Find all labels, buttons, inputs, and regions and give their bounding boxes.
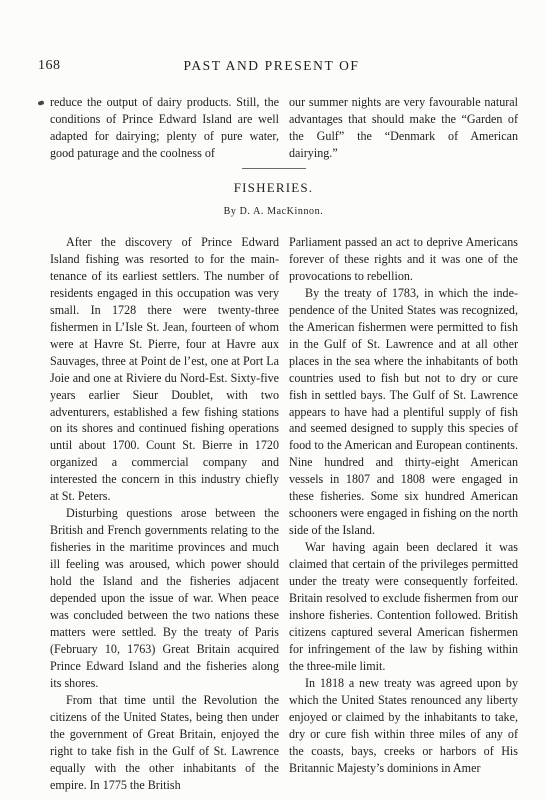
running-head: PAST AND PRESENT OF bbox=[183, 58, 360, 73]
paragraph: By the treaty of 1783, in which the independence of the United States was recognized, the American fishermen were permitted to fish in the Gulf of St. Lawrence and at all other places in the sea where the inhabitants of both countries used to fish but not to dry or cure fish in settled bays. The Gulf of St. Lawrence appears to have had a plentiful supply of fish and seemed designed to supply this species of food to the American and European continents. Nine hundred and thirty-eight American vessels in 1807 and 1808 were engaged in these fisheries. Some six hundred American schooners were engaged in fishing on the north side of the Island. bbox=[289, 285, 518, 538]
article-right-column bbox=[289, 234, 518, 777]
continuation-left-column bbox=[50, 94, 279, 162]
section-title: FISHERIES. bbox=[233, 180, 314, 195]
paragraph: From that time until the Revolution the citizens of the United States, being then under the government of Great Britain, enjoyed the right to take fish in the Gulf of St. Lawrence equally with the other inhabitants of the empire. In 1775 the British bbox=[50, 692, 279, 792]
section-divider bbox=[242, 168, 306, 169]
continuation-paragraph-right: our summer nights are very favourable natural advantages that should make the “Garden of the Gulf” the “Denmark of American dairying.” bbox=[289, 95, 518, 160]
margin-ink-mark bbox=[38, 100, 45, 105]
paragraph: Disturbing questions arose between the British and French governments relating to the fisheries in the maritime provinces and much ill feeling was aroused, which power should hold the Island and the fisheries adjacent depended upon the issue of war. When peace was concluded between the two nations these matters were settled. By the treaty of Paris (February 10, 1763) Great Britain acquired Prince Edward Island and the fisheries along its shores. bbox=[50, 506, 279, 690]
paragraph: War having again been declared it was claimed that certain of the privileges permitted under the treaty were consequently forfeited. Britain resolved to exclude fishermen from our inshore fisheries. Contention followed. British citizens captured several American fishermen for infringement of the law by fishing within the three-mile limit. bbox=[289, 540, 518, 673]
paragraph: In 1818 a new treaty was agreed upon by which the United States renounced any liberty enjoyed or claimed by the inhabitants to take, dry or cure fish within three miles of any of the coasts, bays, creeks or harbors of His Britannic Majesty’s dominions in Amer bbox=[289, 675, 518, 775]
page-header bbox=[38, 58, 505, 74]
article-left-column bbox=[50, 234, 279, 793]
page-number: 168 bbox=[38, 58, 61, 73]
continuation-right-column bbox=[289, 94, 518, 162]
paragraph: After the discovery of Prince Edward Island fishing was resorted to for the maintenance of its earliest settlers. The number of residents engaged in this occupation was very small. In 1728 there were twenty-three fishermen in L’Isle St. Jean, fourteen of whom were at Havre St. Pierre, four at Havre aux Sauvages, three at Point de l’est, one at Port La Joie and one at Riviere du Nord-Est. Sixty-five years earlier Sieur Doublet, with two adventurers, established a few fishing stations on its shores and continued fishing operations until about 1700. Count St. Bierre in 1720 organized a commercial company and interested the concern in this industry chiefly at St. Peters. bbox=[50, 235, 279, 504]
author-byline: By D. A. MacKinnon. bbox=[223, 206, 324, 217]
continuation-paragraph-left: reduce the output of dairy products. Still, the conditions of Prince Edward Island are well adapted for dairying; plenty of pure water, good paturage and the coolness of bbox=[50, 95, 279, 160]
paragraph: Parliament passed an act to deprive Americans forever of these rights and it was one of the provocations to rebellion. bbox=[289, 235, 518, 283]
